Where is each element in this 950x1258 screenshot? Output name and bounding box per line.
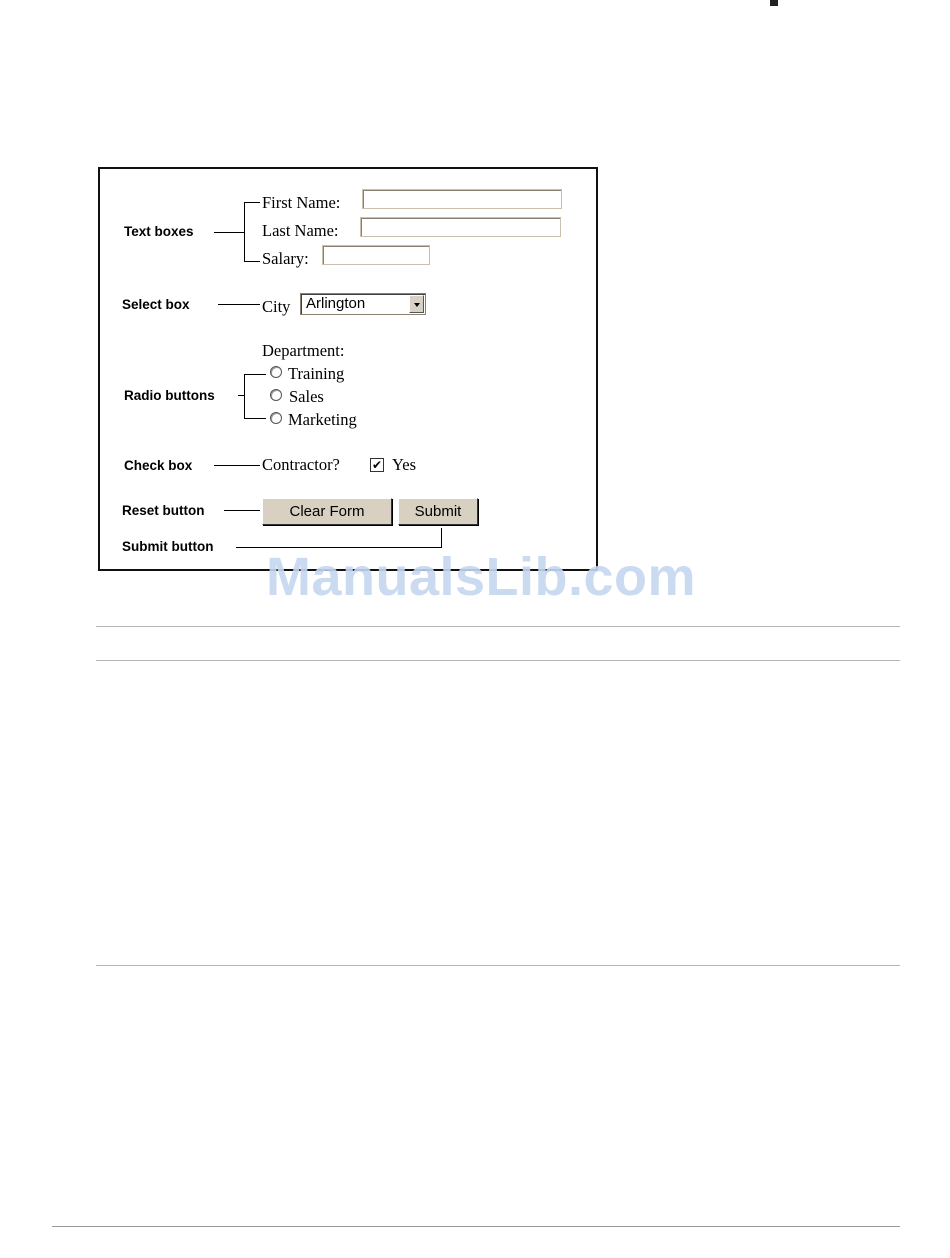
radio-sales[interactable] (270, 389, 282, 401)
contractor-checkbox[interactable]: ✔ (371, 458, 383, 472)
footer-divider (52, 1226, 900, 1227)
callout-submit-button: Submit button (122, 539, 214, 554)
bracket-tick (244, 202, 260, 203)
city-label: City (262, 297, 291, 316)
clear-form-button[interactable]: Clear Form (262, 498, 392, 525)
bracket-line (244, 202, 245, 262)
first-name-field[interactable] (362, 189, 562, 209)
bracket-tick (244, 261, 260, 262)
city-selected-value: Arlington (306, 295, 366, 312)
leader-line (441, 528, 442, 548)
callout-text-boxes: Text boxes (124, 224, 194, 239)
leader-line (218, 304, 260, 305)
callout-radio-buttons: Radio buttons (124, 388, 215, 403)
divider (96, 965, 900, 966)
radio-training[interactable] (270, 366, 282, 378)
city-select[interactable] (300, 293, 426, 315)
contractor-yes-label: Yes (392, 455, 417, 474)
salary-label: Salary: (262, 249, 309, 268)
leader-line (214, 465, 260, 466)
callout-check-box: Check box (124, 458, 193, 473)
callout-reset-button: Reset button (122, 503, 205, 518)
callout-select-box: Select box (122, 297, 190, 312)
leader-line (224, 510, 260, 511)
radio-training-label: Training (288, 364, 345, 383)
divider (96, 660, 900, 661)
radio-sales-label: Sales (289, 387, 324, 406)
divider (96, 626, 900, 627)
radio-marketing[interactable] (270, 412, 282, 424)
department-label: Department: (262, 341, 345, 360)
last-name-field[interactable] (360, 217, 561, 237)
bracket-line (244, 374, 245, 419)
submit-button[interactable]: Submit (398, 498, 478, 525)
radio-marketing-label: Marketing (288, 410, 357, 429)
bracket-tick (244, 418, 266, 419)
last-name-label: Last Name: (262, 221, 339, 240)
first-name-label: First Name: (262, 193, 341, 212)
leader-line (214, 232, 244, 233)
html-form-figure (98, 167, 598, 571)
salary-field[interactable] (322, 245, 430, 265)
contractor-label: Contractor? (262, 455, 340, 474)
page-corner-mark (770, 0, 778, 6)
bracket-tick (244, 374, 266, 375)
watermark-text: ManualsLib.com (266, 547, 697, 607)
chevron-down-icon[interactable] (409, 295, 424, 313)
